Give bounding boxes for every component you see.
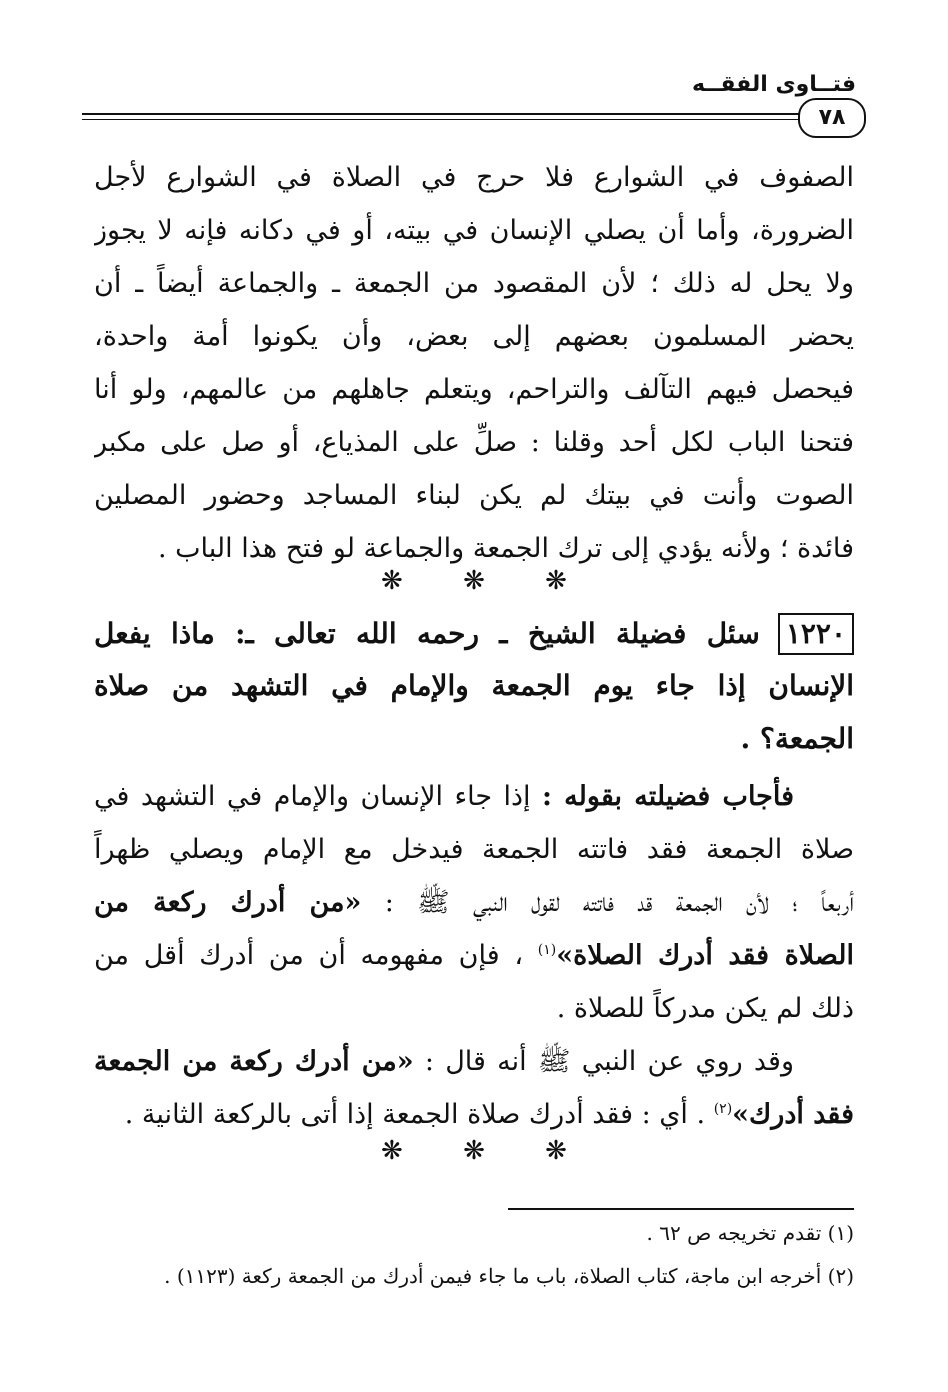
hadith-quote: «من أدرك ركعة من الجمعة (94, 1046, 414, 1077)
body-line: فتحنا الباب لكل أحد وقلنا : صلِّ على المذياع، أو صل على مكبر (94, 427, 854, 458)
answer-text: إذا جاء الإنسان والإمام في التشهد في (94, 781, 531, 812)
answer-lead: فأجاب فضيلته بقوله : (541, 781, 794, 812)
footnote-rule (508, 1208, 854, 1210)
body-line: الضرورة، وأما أن يصلي الإنسان في بيته، أو في دكانه فإنه لا يجوز (94, 215, 854, 246)
answer-text: ، فإن مفهومه أن من أدرك أقل من (94, 940, 524, 971)
header-rule-thin (82, 119, 830, 120)
question-line: الإنسان إذا جاء يوم الجمعة والإمام في التشهد من صلاة (94, 669, 854, 702)
answer-line: صلاة الجمعة فقد فاتته الجمعة فيدخل مع الإمام ويصلي ظهراً (94, 834, 854, 865)
answer-line (94, 1040, 854, 1084)
running-header-title: فتــاوى الفقــه (691, 72, 856, 97)
answer-line (94, 1093, 854, 1137)
answer-text: . أي : فقد أدرك صلاة الجمعة إذا أتى بالركعة الثانية . (124, 1099, 706, 1130)
answer-line (94, 775, 854, 819)
footnote-ref[interactable]: (٢) (713, 1101, 733, 1117)
question-line (94, 610, 854, 658)
body-line: يحضر المسلمون بعضهم إلى بعض، وأن يكونوا أمة واحدة، (94, 321, 854, 352)
footnote: (٢) أخرجه ابن ماجة، كتاب الصلاة، باب ما جاء فيمن أدرك من الجمعة ركعة (١١٢٣) . (164, 1264, 854, 1288)
question-line: الجمعة؟ . (740, 722, 854, 755)
answer-line: ذلك لم يكن مدركاً للصلاة . (556, 993, 854, 1024)
body-line: فائدة ؛ ولأنه يؤدي إلى ترك الجمعة والجماعة لو فتح هذا الباب . (157, 533, 854, 564)
hadith-quote: «من أدرك ركعة من (94, 887, 362, 918)
footnote: (١) تقدم تخريجه ص ٦٢ . (646, 1221, 854, 1245)
hadith-quote: فقد أدرك» (732, 1099, 854, 1130)
footnote-ref[interactable]: (١) (537, 942, 557, 958)
body-line: الصفوف في الشوارع فلا حرج في الصلاة في الشوارع لأجل (94, 162, 854, 193)
hadith-quote: الصلاة فقد أدرك الصلاة» (556, 940, 854, 971)
section-separator: ❋ ❋ ❋ (381, 1136, 593, 1166)
question-number: ١٢٢٠ (778, 613, 854, 655)
answer-line (94, 934, 854, 978)
answer-line (94, 881, 854, 925)
answer-text: وقد روي عن النبي ﷺ أنه قال : (424, 1046, 794, 1077)
question-text: سئل فضيلة الشيخ ـ رحمه الله تعالى ـ: ماذا يفعل (94, 617, 760, 650)
body-line: ولا يحل له ذلك ؛ لأن المقصود من الجمعة ـ والجماعة أيضاً ـ أن (94, 268, 854, 299)
header-rule (82, 113, 830, 115)
answer-text: أربعاً ؛ لأن الجمعة قد فاتته لقول النبي ﷺ : (384, 887, 854, 918)
body-line: فيحصل فيهم التآلف والتراحم، ويتعلم جاهلهم من عالمهم، ولو أنا (94, 374, 854, 405)
page-number: ٧٨ (798, 98, 866, 138)
section-separator: ❋ ❋ ❋ (381, 566, 593, 596)
body-line: الصوت وأنت في بيتك لم يكن لبناء المساجد وحضور المصلين (94, 480, 854, 511)
